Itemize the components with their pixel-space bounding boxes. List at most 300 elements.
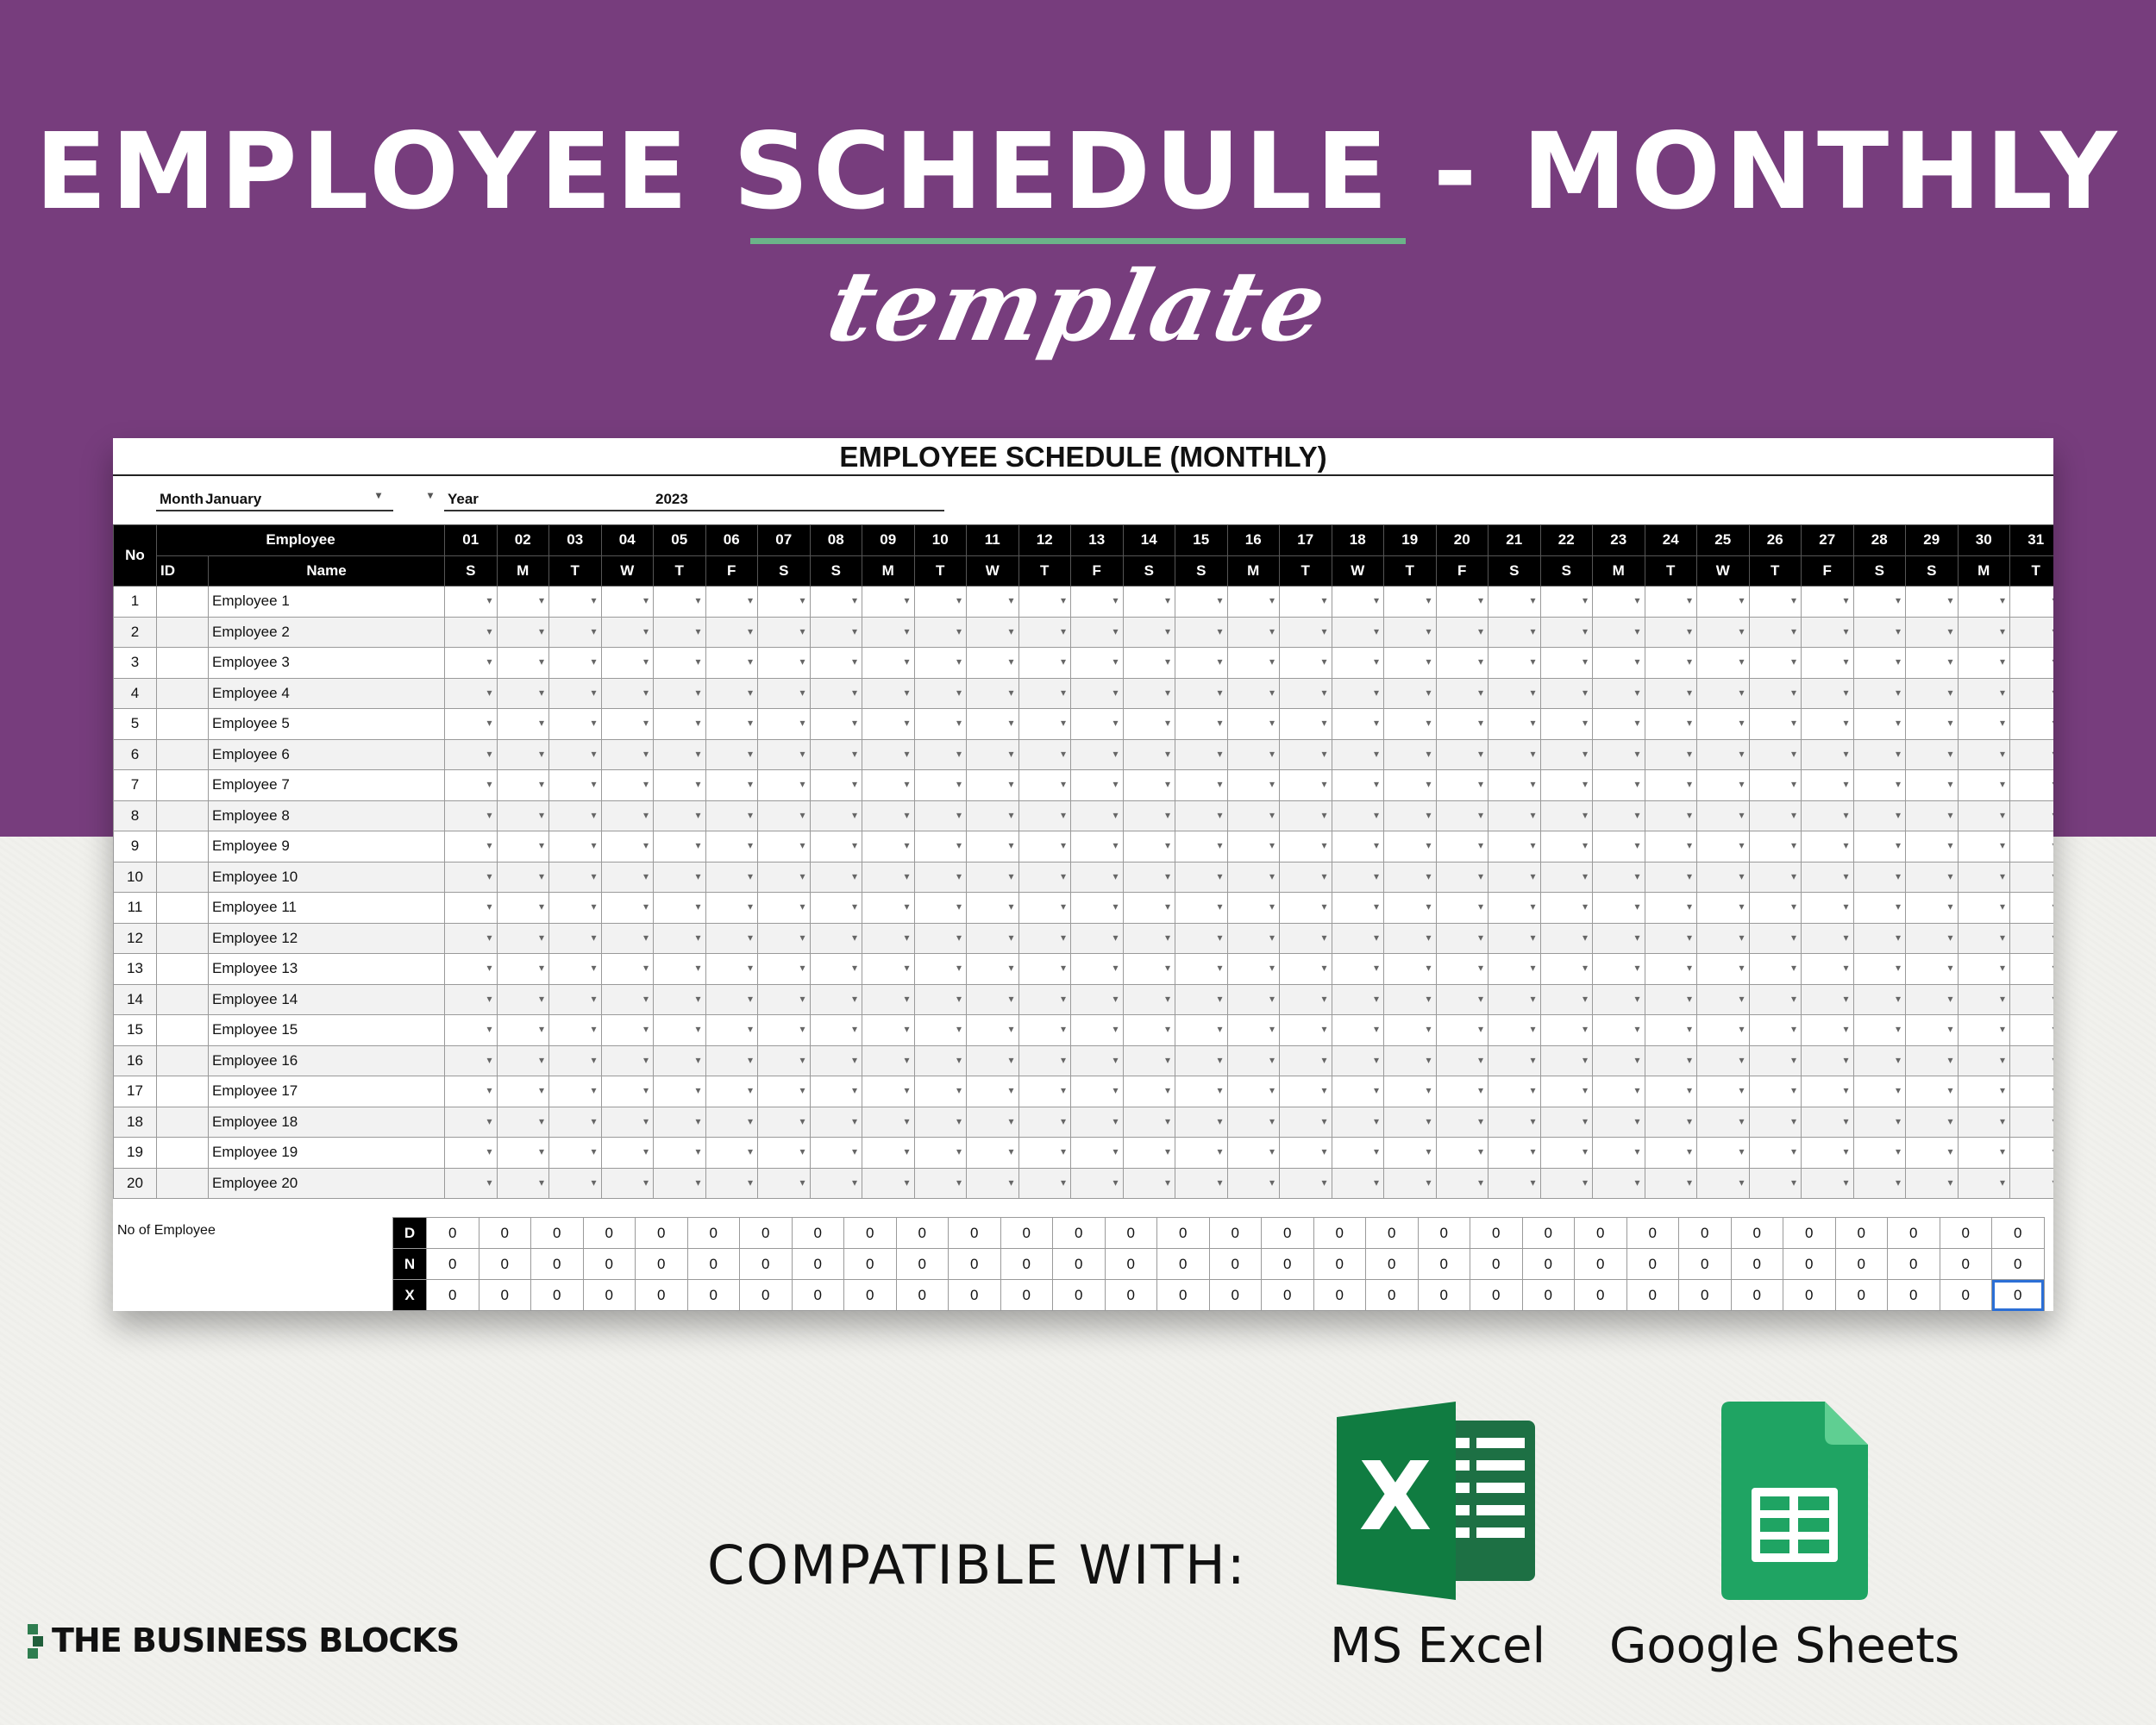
shift-dropdown-cell[interactable]: [601, 648, 654, 679]
shift-dropdown-cell[interactable]: [1018, 984, 1071, 1015]
shift-dropdown-cell[interactable]: [862, 617, 915, 648]
month-selector[interactable]: [156, 486, 393, 511]
shift-dropdown-cell[interactable]: [914, 954, 967, 985]
shift-dropdown-cell[interactable]: [1697, 893, 1750, 924]
shift-dropdown-cell[interactable]: [549, 739, 602, 770]
shift-dropdown-cell[interactable]: [967, 984, 1019, 1015]
summary-count-cell[interactable]: 0: [896, 1218, 949, 1249]
shift-dropdown-cell[interactable]: [601, 862, 654, 893]
shift-dropdown-cell[interactable]: [810, 617, 862, 648]
summary-count-cell[interactable]: 0: [792, 1280, 844, 1311]
shift-dropdown-cell[interactable]: [1853, 1107, 1906, 1138]
shift-dropdown-cell[interactable]: [810, 862, 862, 893]
shift-dropdown-cell[interactable]: [1071, 1076, 1124, 1107]
shift-dropdown-cell[interactable]: [1227, 893, 1280, 924]
shift-dropdown-cell[interactable]: [1280, 1015, 1332, 1046]
shift-dropdown-cell[interactable]: [1645, 586, 1697, 618]
shift-dropdown-cell[interactable]: [1697, 586, 1750, 618]
summary-count-cell[interactable]: 0: [1731, 1280, 1783, 1311]
shift-dropdown-cell[interactable]: [810, 1076, 862, 1107]
shift-dropdown-cell[interactable]: [1906, 1138, 1959, 1169]
shift-dropdown-cell[interactable]: [914, 648, 967, 679]
shift-dropdown-cell[interactable]: [1227, 739, 1280, 770]
shift-dropdown-cell[interactable]: [1332, 893, 1384, 924]
shift-dropdown-cell[interactable]: [1593, 709, 1645, 740]
shift-dropdown-cell[interactable]: [1280, 709, 1332, 740]
employee-name-cell[interactable]: Employee 15: [209, 1015, 445, 1046]
shift-dropdown-cell[interactable]: [1853, 770, 1906, 801]
shift-dropdown-cell[interactable]: [1384, 1138, 1437, 1169]
shift-dropdown-cell[interactable]: [914, 923, 967, 954]
shift-dropdown-cell[interactable]: [967, 800, 1019, 831]
shift-dropdown-cell[interactable]: [1749, 984, 1802, 1015]
shift-dropdown-cell[interactable]: [1332, 586, 1384, 618]
shift-dropdown-cell[interactable]: [1697, 984, 1750, 1015]
shift-dropdown-cell[interactable]: [1332, 709, 1384, 740]
shift-dropdown-cell[interactable]: [1280, 770, 1332, 801]
shift-dropdown-cell[interactable]: [1697, 954, 1750, 985]
shift-dropdown-cell[interactable]: [601, 831, 654, 862]
shift-dropdown-cell[interactable]: [1018, 678, 1071, 709]
shift-dropdown-cell[interactable]: [2010, 770, 2054, 801]
shift-dropdown-cell[interactable]: [967, 862, 1019, 893]
shift-dropdown-cell[interactable]: [445, 678, 498, 709]
shift-dropdown-cell[interactable]: [549, 923, 602, 954]
shift-dropdown-cell[interactable]: [1540, 1107, 1593, 1138]
shift-dropdown-cell[interactable]: [1958, 954, 2010, 985]
shift-dropdown-cell[interactable]: [1697, 800, 1750, 831]
shift-dropdown-cell[interactable]: [1540, 678, 1593, 709]
shift-dropdown-cell[interactable]: [1697, 709, 1750, 740]
shift-dropdown-cell[interactable]: [1697, 739, 1750, 770]
summary-count-cell[interactable]: 0: [1679, 1280, 1732, 1311]
shift-dropdown-cell[interactable]: [1645, 648, 1697, 679]
summary-count-cell[interactable]: 0: [896, 1249, 949, 1280]
shift-dropdown-cell[interactable]: [1071, 984, 1124, 1015]
shift-dropdown-cell[interactable]: [1540, 923, 1593, 954]
shift-dropdown-cell[interactable]: [1384, 831, 1437, 862]
shift-dropdown-cell[interactable]: [2010, 678, 2054, 709]
shift-dropdown-cell[interactable]: [445, 984, 498, 1015]
shift-dropdown-cell[interactable]: [1540, 862, 1593, 893]
shift-dropdown-cell[interactable]: [1175, 648, 1228, 679]
summary-count-cell[interactable]: 0: [792, 1218, 844, 1249]
shift-dropdown-cell[interactable]: [1593, 923, 1645, 954]
summary-count-cell[interactable]: 0: [1418, 1249, 1470, 1280]
shift-dropdown-cell[interactable]: [601, 678, 654, 709]
shift-dropdown-cell[interactable]: [2010, 1168, 2054, 1199]
shift-dropdown-cell[interactable]: [2010, 739, 2054, 770]
shift-dropdown-cell[interactable]: [2010, 984, 2054, 1015]
employee-name-cell[interactable]: Employee 3: [209, 648, 445, 679]
shift-dropdown-cell[interactable]: [1018, 648, 1071, 679]
shift-dropdown-cell[interactable]: [497, 739, 549, 770]
shift-dropdown-cell[interactable]: [758, 893, 811, 924]
summary-count-cell[interactable]: 0: [1575, 1280, 1627, 1311]
year-dropdown-icon[interactable]: ▾: [428, 489, 434, 501]
shift-dropdown-cell[interactable]: [1958, 678, 2010, 709]
shift-dropdown-cell[interactable]: [1802, 862, 1854, 893]
shift-dropdown-cell[interactable]: [1802, 831, 1854, 862]
shift-dropdown-cell[interactable]: [1958, 923, 2010, 954]
shift-dropdown-cell[interactable]: [1436, 831, 1489, 862]
shift-dropdown-cell[interactable]: [1280, 1076, 1332, 1107]
shift-dropdown-cell[interactable]: [1749, 923, 1802, 954]
shift-dropdown-cell[interactable]: [1593, 893, 1645, 924]
shift-dropdown-cell[interactable]: [1906, 1015, 1959, 1046]
shift-dropdown-cell[interactable]: [1227, 1168, 1280, 1199]
shift-dropdown-cell[interactable]: [1540, 1138, 1593, 1169]
shift-dropdown-cell[interactable]: [1018, 800, 1071, 831]
shift-dropdown-cell[interactable]: [705, 831, 758, 862]
shift-dropdown-cell[interactable]: [1123, 984, 1175, 1015]
shift-dropdown-cell[interactable]: [1175, 1076, 1228, 1107]
employee-name-cell[interactable]: Employee 1: [209, 586, 445, 618]
employee-name-cell[interactable]: Employee 16: [209, 1045, 445, 1076]
shift-dropdown-cell[interactable]: [445, 1045, 498, 1076]
employee-id-cell[interactable]: [157, 586, 209, 618]
summary-count-cell[interactable]: 0: [636, 1218, 688, 1249]
shift-dropdown-cell[interactable]: [758, 770, 811, 801]
shift-dropdown-cell[interactable]: [758, 862, 811, 893]
shift-dropdown-cell[interactable]: [654, 678, 706, 709]
shift-dropdown-cell[interactable]: [1958, 984, 2010, 1015]
shift-dropdown-cell[interactable]: [654, 1076, 706, 1107]
shift-dropdown-cell[interactable]: [497, 800, 549, 831]
shift-dropdown-cell[interactable]: [2010, 586, 2054, 618]
shift-dropdown-cell[interactable]: [967, 1168, 1019, 1199]
shift-dropdown-cell[interactable]: [1175, 1015, 1228, 1046]
shift-dropdown-cell[interactable]: [654, 984, 706, 1015]
shift-dropdown-cell[interactable]: [1436, 1015, 1489, 1046]
shift-dropdown-cell[interactable]: [1906, 954, 1959, 985]
shift-dropdown-cell[interactable]: [1227, 617, 1280, 648]
shift-dropdown-cell[interactable]: [1645, 1107, 1697, 1138]
shift-dropdown-cell[interactable]: [1227, 800, 1280, 831]
shift-dropdown-cell[interactable]: [862, 709, 915, 740]
shift-dropdown-cell[interactable]: [1540, 1076, 1593, 1107]
shift-dropdown-cell[interactable]: [654, 617, 706, 648]
shift-dropdown-cell[interactable]: [445, 1138, 498, 1169]
shift-dropdown-cell[interactable]: [914, 862, 967, 893]
shift-dropdown-cell[interactable]: [1540, 800, 1593, 831]
summary-count-cell[interactable]: 0: [1731, 1249, 1783, 1280]
employee-id-cell[interactable]: [157, 648, 209, 679]
summary-count-cell[interactable]: 0: [1783, 1249, 1836, 1280]
shift-dropdown-cell[interactable]: [1489, 709, 1541, 740]
shift-dropdown-cell[interactable]: [445, 893, 498, 924]
shift-dropdown-cell[interactable]: [497, 678, 549, 709]
shift-dropdown-cell[interactable]: [497, 1015, 549, 1046]
shift-dropdown-cell[interactable]: [1018, 1168, 1071, 1199]
shift-dropdown-cell[interactable]: [549, 831, 602, 862]
shift-dropdown-cell[interactable]: [1436, 1138, 1489, 1169]
shift-dropdown-cell[interactable]: [549, 586, 602, 618]
summary-count-cell[interactable]: 0: [1313, 1218, 1366, 1249]
shift-dropdown-cell[interactable]: [1071, 954, 1124, 985]
shift-dropdown-cell[interactable]: [1906, 770, 1959, 801]
shift-dropdown-cell[interactable]: [1697, 678, 1750, 709]
shift-dropdown-cell[interactable]: [1906, 739, 1959, 770]
shift-dropdown-cell[interactable]: [1332, 862, 1384, 893]
shift-dropdown-cell[interactable]: [497, 831, 549, 862]
shift-dropdown-cell[interactable]: [1280, 862, 1332, 893]
shift-dropdown-cell[interactable]: [1593, 1168, 1645, 1199]
shift-dropdown-cell[interactable]: [1645, 923, 1697, 954]
shift-dropdown-cell[interactable]: [1802, 617, 1854, 648]
shift-dropdown-cell[interactable]: [758, 1107, 811, 1138]
shift-dropdown-cell[interactable]: [1332, 648, 1384, 679]
shift-dropdown-cell[interactable]: [1489, 586, 1541, 618]
shift-dropdown-cell[interactable]: [1540, 739, 1593, 770]
shift-dropdown-cell[interactable]: [1697, 831, 1750, 862]
shift-dropdown-cell[interactable]: [1749, 1107, 1802, 1138]
shift-dropdown-cell[interactable]: [1593, 678, 1645, 709]
shift-dropdown-cell[interactable]: [1123, 678, 1175, 709]
shift-dropdown-cell[interactable]: [1645, 617, 1697, 648]
shift-dropdown-cell[interactable]: [1906, 709, 1959, 740]
shift-dropdown-cell[interactable]: [1697, 1015, 1750, 1046]
employee-name-cell[interactable]: Employee 7: [209, 770, 445, 801]
shift-dropdown-cell[interactable]: [1175, 739, 1228, 770]
shift-dropdown-cell[interactable]: [705, 1138, 758, 1169]
summary-count-cell[interactable]: 0: [583, 1218, 636, 1249]
summary-count-cell[interactable]: 0: [1418, 1218, 1470, 1249]
shift-dropdown-cell[interactable]: [549, 1045, 602, 1076]
shift-dropdown-cell[interactable]: [1593, 1138, 1645, 1169]
summary-count-cell[interactable]: 0: [1053, 1218, 1106, 1249]
summary-count-cell[interactable]: 0: [479, 1280, 531, 1311]
shift-dropdown-cell[interactable]: [1175, 586, 1228, 618]
shift-dropdown-cell[interactable]: [601, 1168, 654, 1199]
shift-dropdown-cell[interactable]: [1802, 800, 1854, 831]
shift-dropdown-cell[interactable]: [1489, 1138, 1541, 1169]
shift-dropdown-cell[interactable]: [2010, 648, 2054, 679]
employee-id-cell[interactable]: [157, 739, 209, 770]
shift-dropdown-cell[interactable]: [1853, 800, 1906, 831]
shift-dropdown-cell[interactable]: [914, 709, 967, 740]
shift-dropdown-cell[interactable]: [1384, 1015, 1437, 1046]
shift-dropdown-cell[interactable]: [1384, 617, 1437, 648]
summary-count-cell[interactable]: 0: [1313, 1280, 1366, 1311]
shift-dropdown-cell[interactable]: [1123, 1015, 1175, 1046]
shift-dropdown-cell[interactable]: [1593, 1015, 1645, 1046]
summary-count-cell[interactable]: 0: [896, 1280, 949, 1311]
shift-dropdown-cell[interactable]: [967, 954, 1019, 985]
shift-dropdown-cell[interactable]: [497, 1045, 549, 1076]
summary-count-cell[interactable]: 0: [427, 1218, 479, 1249]
summary-count-cell[interactable]: 0: [583, 1280, 636, 1311]
shift-dropdown-cell[interactable]: [1175, 862, 1228, 893]
shift-dropdown-cell[interactable]: [1123, 893, 1175, 924]
shift-dropdown-cell[interactable]: [497, 586, 549, 618]
shift-dropdown-cell[interactable]: [445, 1168, 498, 1199]
shift-dropdown-cell[interactable]: [2010, 1015, 2054, 1046]
shift-dropdown-cell[interactable]: [445, 617, 498, 648]
shift-dropdown-cell[interactable]: [914, 739, 967, 770]
shift-dropdown-cell[interactable]: [1227, 1045, 1280, 1076]
shift-dropdown-cell[interactable]: [1593, 954, 1645, 985]
shift-dropdown-cell[interactable]: [1645, 1015, 1697, 1046]
shift-dropdown-cell[interactable]: [1540, 617, 1593, 648]
summary-count-cell[interactable]: 0: [740, 1249, 793, 1280]
shift-dropdown-cell[interactable]: [1280, 800, 1332, 831]
shift-dropdown-cell[interactable]: [1436, 617, 1489, 648]
shift-dropdown-cell[interactable]: [1645, 984, 1697, 1015]
shift-dropdown-cell[interactable]: [1071, 1138, 1124, 1169]
shift-dropdown-cell[interactable]: [1332, 984, 1384, 1015]
summary-count-cell[interactable]: 0: [687, 1218, 740, 1249]
shift-dropdown-cell[interactable]: [1123, 1138, 1175, 1169]
shift-dropdown-cell[interactable]: [862, 862, 915, 893]
shift-dropdown-cell[interactable]: [601, 739, 654, 770]
year-selector[interactable]: [444, 486, 944, 511]
shift-dropdown-cell[interactable]: [497, 862, 549, 893]
summary-count-cell[interactable]: 0: [531, 1249, 584, 1280]
shift-dropdown-cell[interactable]: [1436, 1107, 1489, 1138]
summary-count-cell[interactable]: 0: [687, 1280, 740, 1311]
summary-count-cell[interactable]: 0: [740, 1218, 793, 1249]
shift-dropdown-cell[interactable]: [1906, 831, 1959, 862]
summary-count-cell[interactable]: 0: [844, 1218, 897, 1249]
shift-dropdown-cell[interactable]: [1749, 862, 1802, 893]
shift-dropdown-cell[interactable]: [2010, 923, 2054, 954]
shift-dropdown-cell[interactable]: [810, 1168, 862, 1199]
shift-dropdown-cell[interactable]: [1593, 648, 1645, 679]
shift-dropdown-cell[interactable]: [1489, 893, 1541, 924]
shift-dropdown-cell[interactable]: [1489, 1107, 1541, 1138]
employee-name-cell[interactable]: Employee 11: [209, 893, 445, 924]
shift-dropdown-cell[interactable]: [1280, 586, 1332, 618]
shift-dropdown-cell[interactable]: [1697, 648, 1750, 679]
shift-dropdown-cell[interactable]: [1071, 648, 1124, 679]
shift-dropdown-cell[interactable]: [1958, 617, 2010, 648]
shift-dropdown-cell[interactable]: [810, 831, 862, 862]
shift-dropdown-cell[interactable]: [601, 1107, 654, 1138]
shift-dropdown-cell[interactable]: [1697, 1076, 1750, 1107]
shift-dropdown-cell[interactable]: [758, 923, 811, 954]
shift-dropdown-cell[interactable]: [1227, 831, 1280, 862]
shift-dropdown-cell[interactable]: [549, 1076, 602, 1107]
shift-dropdown-cell[interactable]: [654, 831, 706, 862]
summary-count-cell[interactable]: 0: [531, 1280, 584, 1311]
shift-dropdown-cell[interactable]: [1958, 831, 2010, 862]
shift-dropdown-cell[interactable]: [1384, 1107, 1437, 1138]
shift-dropdown-cell[interactable]: [914, 1015, 967, 1046]
shift-dropdown-cell[interactable]: [2010, 709, 2054, 740]
shift-dropdown-cell[interactable]: [497, 1168, 549, 1199]
shift-dropdown-cell[interactable]: [549, 678, 602, 709]
shift-dropdown-cell[interactable]: [758, 1076, 811, 1107]
shift-dropdown-cell[interactable]: [967, 831, 1019, 862]
shift-dropdown-cell[interactable]: [1227, 1015, 1280, 1046]
shift-dropdown-cell[interactable]: [1853, 1015, 1906, 1046]
shift-dropdown-cell[interactable]: [862, 954, 915, 985]
shift-dropdown-cell[interactable]: [2010, 800, 2054, 831]
shift-dropdown-cell[interactable]: [1906, 1076, 1959, 1107]
shift-dropdown-cell[interactable]: [1018, 1076, 1071, 1107]
shift-dropdown-cell[interactable]: [1436, 709, 1489, 740]
shift-dropdown-cell[interactable]: [758, 739, 811, 770]
shift-dropdown-cell[interactable]: [497, 954, 549, 985]
summary-count-cell[interactable]: 0: [1575, 1218, 1627, 1249]
shift-dropdown-cell[interactable]: [1853, 1138, 1906, 1169]
shift-dropdown-cell[interactable]: [967, 1076, 1019, 1107]
shift-dropdown-cell[interactable]: [1436, 648, 1489, 679]
shift-dropdown-cell[interactable]: [1540, 984, 1593, 1015]
shift-dropdown-cell[interactable]: [1645, 893, 1697, 924]
summary-count-cell[interactable]: 0: [1053, 1280, 1106, 1311]
shift-dropdown-cell[interactable]: [1853, 831, 1906, 862]
shift-dropdown-cell[interactable]: [1593, 617, 1645, 648]
shift-dropdown-cell[interactable]: [1227, 586, 1280, 618]
shift-dropdown-cell[interactable]: [445, 800, 498, 831]
shift-dropdown-cell[interactable]: [1175, 831, 1228, 862]
shift-dropdown-cell[interactable]: [1071, 831, 1124, 862]
summary-count-cell[interactable]: 0: [1105, 1280, 1157, 1311]
shift-dropdown-cell[interactable]: [758, 954, 811, 985]
shift-dropdown-cell[interactable]: [2010, 954, 2054, 985]
shift-dropdown-cell[interactable]: [862, 893, 915, 924]
summary-count-cell[interactable]: 0: [531, 1218, 584, 1249]
employee-id-cell[interactable]: [157, 678, 209, 709]
shift-dropdown-cell[interactable]: [1906, 678, 1959, 709]
shift-dropdown-cell[interactable]: [1540, 709, 1593, 740]
shift-dropdown-cell[interactable]: [1853, 709, 1906, 740]
shift-dropdown-cell[interactable]: [914, 678, 967, 709]
shift-dropdown-cell[interactable]: [549, 770, 602, 801]
shift-dropdown-cell[interactable]: [1384, 1045, 1437, 1076]
shift-dropdown-cell[interactable]: [1175, 1138, 1228, 1169]
shift-dropdown-cell[interactable]: [1332, 678, 1384, 709]
shift-dropdown-cell[interactable]: [1280, 1107, 1332, 1138]
shift-dropdown-cell[interactable]: [1018, 770, 1071, 801]
shift-dropdown-cell[interactable]: [1175, 617, 1228, 648]
shift-dropdown-cell[interactable]: [1123, 648, 1175, 679]
shift-dropdown-cell[interactable]: [1853, 923, 1906, 954]
shift-dropdown-cell[interactable]: [862, 586, 915, 618]
employee-name-cell[interactable]: Employee 2: [209, 617, 445, 648]
shift-dropdown-cell[interactable]: [862, 923, 915, 954]
shift-dropdown-cell[interactable]: [810, 1138, 862, 1169]
shift-dropdown-cell[interactable]: [1906, 800, 1959, 831]
shift-dropdown-cell[interactable]: [1227, 923, 1280, 954]
shift-dropdown-cell[interactable]: [1071, 862, 1124, 893]
summary-count-cell[interactable]: 0: [1418, 1280, 1470, 1311]
summary-count-cell[interactable]: 0: [1366, 1280, 1419, 1311]
employee-name-cell[interactable]: Employee 20: [209, 1168, 445, 1199]
shift-dropdown-cell[interactable]: [1071, 1015, 1124, 1046]
shift-dropdown-cell[interactable]: [1175, 1045, 1228, 1076]
summary-count-cell[interactable]: 0: [1940, 1249, 1992, 1280]
shift-dropdown-cell[interactable]: [1593, 770, 1645, 801]
shift-dropdown-cell[interactable]: [1018, 1138, 1071, 1169]
shift-dropdown-cell[interactable]: [1749, 831, 1802, 862]
shift-dropdown-cell[interactable]: [1958, 800, 2010, 831]
summary-count-cell[interactable]: 0: [1626, 1218, 1679, 1249]
shift-dropdown-cell[interactable]: [1436, 1076, 1489, 1107]
summary-count-cell[interactable]: 0: [1209, 1249, 1262, 1280]
shift-dropdown-cell[interactable]: [2010, 1076, 2054, 1107]
shift-dropdown-cell[interactable]: [1175, 709, 1228, 740]
shift-dropdown-cell[interactable]: [1071, 1107, 1124, 1138]
shift-dropdown-cell[interactable]: [705, 770, 758, 801]
shift-dropdown-cell[interactable]: [810, 1045, 862, 1076]
shift-dropdown-cell[interactable]: [1906, 862, 1959, 893]
shift-dropdown-cell[interactable]: [758, 831, 811, 862]
shift-dropdown-cell[interactable]: [1853, 1076, 1906, 1107]
shift-dropdown-cell[interactable]: [1227, 984, 1280, 1015]
